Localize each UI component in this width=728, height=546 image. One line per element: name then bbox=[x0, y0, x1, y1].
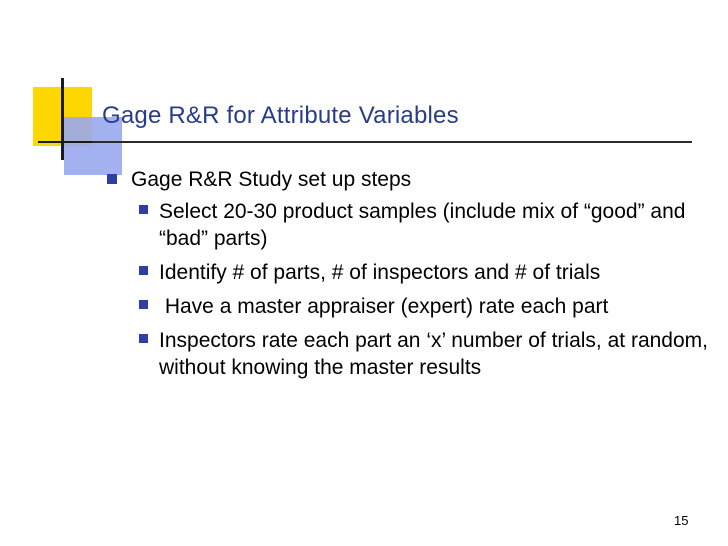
sub-bullet-text: Inspectors rate each part an ‘x’ number of trials, at random, without knowing the master results bbox=[159, 329, 708, 379]
bullet-level1-text: Gage R&R Study set up steps bbox=[131, 168, 412, 191]
sub-bullet-item bbox=[139, 259, 709, 286]
sub-bullet-item bbox=[139, 198, 709, 252]
sub-bullet-text: Identify # of parts, # of inspectors and # of trials bbox=[159, 261, 601, 284]
sub-bullet-text: Select 20-30 product samples (include mix of “good” and “bad” parts) bbox=[159, 200, 686, 250]
sub-bullet-item bbox=[139, 327, 709, 381]
bullet-level1 bbox=[107, 168, 411, 192]
slide-title: Gage R&R for Attribute Variables bbox=[102, 102, 459, 129]
square-bullet-icon bbox=[139, 334, 148, 343]
sub-bullet-list bbox=[139, 198, 709, 388]
square-bullet-icon bbox=[139, 266, 148, 275]
square-bullet-icon bbox=[139, 205, 148, 214]
square-bullet-icon bbox=[107, 174, 117, 184]
title-underline bbox=[92, 141, 692, 143]
sub-bullet-item bbox=[139, 293, 709, 320]
square-bullet-icon bbox=[139, 300, 148, 309]
page-number: 15 bbox=[674, 513, 689, 528]
sub-bullet-text: Have a master appraiser (expert) rate each part bbox=[159, 295, 609, 318]
decorative-vertical-line bbox=[61, 78, 64, 160]
